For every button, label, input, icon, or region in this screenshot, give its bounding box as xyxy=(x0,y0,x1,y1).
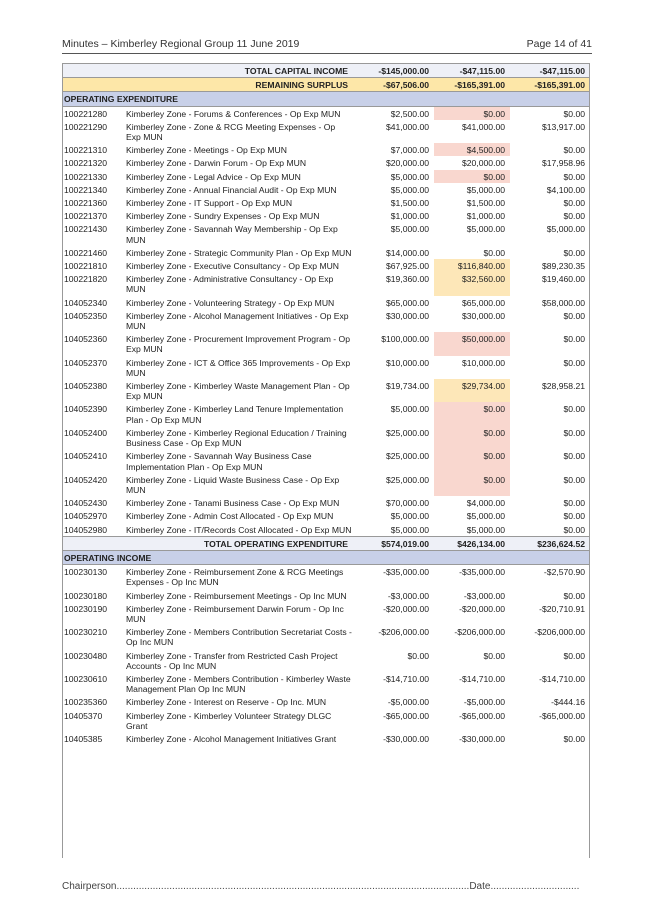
account-description: Kimberley Zone - Legal Advice - Op Exp MUN xyxy=(126,171,301,182)
budget-amount: $41,000.00 xyxy=(386,121,430,132)
total-operating-expenditure-budget: $574,019.00 xyxy=(354,536,434,550)
actual-amount: -$444.16 xyxy=(551,697,586,708)
account-description: Kimberley Zone - Sundry Expenses - Op Exp MUN xyxy=(126,211,320,222)
actual-amount: -$2,570.90 xyxy=(543,567,586,578)
budget-amount: $19,360.00 xyxy=(386,274,430,285)
account-code: 100221430 xyxy=(64,224,108,235)
budget-amount: $100,000.00 xyxy=(381,334,430,345)
actual-amount: $0.00 xyxy=(563,211,586,222)
actual-amount: $0.00 xyxy=(563,247,586,258)
table-row xyxy=(62,589,590,602)
total-operating-expenditure-revised: $426,134.00 xyxy=(434,536,510,550)
account-code: 100230130 xyxy=(64,567,108,578)
account-code: 100235360 xyxy=(64,697,108,708)
table-row xyxy=(62,379,590,402)
total-operating-expenditure-label: TOTAL OPERATING EXPENDITURE xyxy=(62,536,354,550)
actual-amount: $0.00 xyxy=(563,334,586,345)
revised-budget-amount: $65,000.00 xyxy=(462,297,506,308)
table-row xyxy=(62,183,590,196)
account-description: Kimberley Zone - Alcohol Management Initiatives - Op Exp MUN xyxy=(126,310,349,332)
revised-budget-amount: $29,734.00 xyxy=(434,379,510,402)
revised-budget-amount: -$5,000.00 xyxy=(463,697,506,708)
actual-amount: $0.00 xyxy=(563,310,586,321)
table-row xyxy=(62,170,590,183)
remaining-surplus-label: REMAINING SURPLUS xyxy=(62,78,354,92)
account-description: Kimberley Zone - Alcohol Management Initiatives Grant xyxy=(126,733,337,744)
account-code: 100221320 xyxy=(64,158,108,169)
account-description: Kimberley Zone - Reimbursement Meetings - Op Inc MUN xyxy=(126,590,347,601)
table-row xyxy=(62,402,590,425)
actual-amount: $0.00 xyxy=(563,511,586,522)
revised-budget-amount: $4,500.00 xyxy=(434,143,510,156)
account-description: Kimberley Zone - Darwin Forum - Op Exp MUN xyxy=(126,158,307,169)
table-row xyxy=(62,222,590,245)
actual-amount: -$206,000.00 xyxy=(534,627,586,638)
budget-amount: -$3,000.00 xyxy=(387,590,430,601)
account-description: Kimberley Zone - Admin Cost Allocated - Op Exp MUN xyxy=(126,511,334,522)
budget-amount: $30,000.00 xyxy=(386,310,430,321)
account-description: Kimberley Zone - Savannah Way Business Case Implementation Plan - Op Exp MUN xyxy=(126,451,312,472)
account-description: Kimberley Zone - Members Contribution Secretariat Costs - Op Inc MUN xyxy=(126,627,352,648)
table-row xyxy=(62,246,590,259)
account-code: 100221360 xyxy=(64,198,108,209)
actual-amount: -$65,000.00 xyxy=(539,710,586,721)
remaining-surplus-revised: -$165,391.00 xyxy=(434,78,510,92)
table-row xyxy=(62,332,590,355)
budget-amount: $25,000.00 xyxy=(386,474,430,485)
budget-amount: $1,000.00 xyxy=(390,211,430,222)
actual-amount: $0.00 xyxy=(563,108,586,119)
revised-budget-amount: $5,000.00 xyxy=(466,511,506,522)
revised-budget-amount: $32,560.00 xyxy=(434,272,510,295)
budget-amount: $1,500.00 xyxy=(390,198,430,209)
account-description: Kimberley Zone - ICT & Office 365 Improvements - Op Exp MUN xyxy=(126,357,351,378)
budget-amount: -$14,710.00 xyxy=(383,673,430,684)
total-capital-income-row xyxy=(62,64,590,78)
budget-amount: -$35,000.00 xyxy=(383,567,430,578)
account-code: 104052350 xyxy=(64,310,108,321)
table-row xyxy=(62,496,590,509)
revised-budget-amount: $1,500.00 xyxy=(466,198,506,209)
total-capital-income-label: TOTAL CAPITAL INCOME xyxy=(62,64,354,78)
signature-footer xyxy=(62,881,592,892)
actual-amount: $0.00 xyxy=(563,650,586,661)
account-code: 104052970 xyxy=(64,511,108,522)
actual-amount: $5,000.00 xyxy=(546,224,586,235)
actual-amount: $28,958.21 xyxy=(542,381,586,392)
budget-amount: $67,925.00 xyxy=(386,261,430,272)
operating-income-heading: OPERATING INCOME xyxy=(62,550,590,564)
revised-budget-amount: $0.00 xyxy=(483,247,506,258)
budget-amount: $5,000.00 xyxy=(390,524,430,535)
account-code: 104052380 xyxy=(64,381,108,392)
table-row xyxy=(62,120,590,143)
operating-expenditure-heading-row xyxy=(62,92,590,106)
actual-amount: $0.00 xyxy=(563,733,586,744)
revised-budget-amount: $50,000.00 xyxy=(434,332,510,355)
account-description: Kimberley Zone - Forums & Conferences - Op Exp MUN xyxy=(126,108,341,119)
budget-amount: $5,000.00 xyxy=(390,404,430,415)
revised-budget-amount: $0.00 xyxy=(434,473,510,496)
account-description: Kimberley Zone - Executive Consultancy - Op Exp MUN xyxy=(126,261,340,272)
page-header xyxy=(62,38,592,54)
total-capital-income-budget: -$145,000.00 xyxy=(354,64,434,78)
revised-budget-amount: $116,840.00 xyxy=(434,259,510,272)
revised-budget-amount: $30,000.00 xyxy=(462,310,506,321)
actual-amount: $0.00 xyxy=(563,171,586,182)
budget-amount: -$206,000.00 xyxy=(378,627,430,638)
operating-expenditure-heading: OPERATING EXPENDITURE xyxy=(62,92,590,106)
account-description: Kimberley Zone - Transfer from Restricted Cash Project Accounts - Op Inc MUN xyxy=(126,650,338,671)
actual-amount: $13,917.00 xyxy=(542,121,586,132)
revised-budget-amount: $1,000.00 xyxy=(466,211,506,222)
account-code: 104052420 xyxy=(64,474,108,485)
table-row xyxy=(62,649,590,672)
table-row xyxy=(62,625,590,648)
account-code: 100230210 xyxy=(64,627,108,638)
remaining-surplus-actual: -$165,391.00 xyxy=(510,78,590,92)
actual-amount: $58,000.00 xyxy=(542,297,586,308)
revised-budget-amount: -$30,000.00 xyxy=(459,733,506,744)
table-row xyxy=(62,732,590,745)
account-description: Kimberley Zone - IT/Records Cost Allocated - Op Exp MUN xyxy=(126,524,352,535)
account-description: Kimberley Zone - Meetings - Op Exp MUN xyxy=(126,145,287,156)
table-row xyxy=(62,309,590,332)
actual-amount: $0.00 xyxy=(563,427,586,438)
account-code: 100221460 xyxy=(64,247,108,258)
budget-amount: $5,000.00 xyxy=(390,171,430,182)
table-row xyxy=(62,449,590,472)
table-row xyxy=(62,143,590,156)
revised-budget-amount: -$14,710.00 xyxy=(459,673,506,684)
account-code: 100221340 xyxy=(64,184,108,195)
budget-amount: $5,000.00 xyxy=(390,184,430,195)
revised-budget-amount: $0.00 xyxy=(434,170,510,183)
actual-amount: $0.00 xyxy=(563,474,586,485)
account-code: 100230480 xyxy=(64,650,108,661)
table-row xyxy=(62,709,590,732)
budget-table xyxy=(62,63,590,745)
table-row xyxy=(62,356,590,379)
budget-amount: $25,000.00 xyxy=(386,451,430,462)
actual-amount: -$14,710.00 xyxy=(539,673,586,684)
table-row xyxy=(62,565,590,589)
table-row xyxy=(62,209,590,222)
total-operating-expenditure-row xyxy=(62,536,590,550)
account-code: 104052400 xyxy=(64,427,108,438)
account-description: Kimberley Zone - Liquid Waste Business Case - Op Exp MUN xyxy=(126,474,340,495)
table-row xyxy=(62,296,590,309)
actual-amount: $0.00 xyxy=(563,524,586,535)
account-description: Kimberley Zone - Kimberley Land Tenure Implementation Plan - Op Exp MUN xyxy=(126,404,344,425)
revised-budget-amount: $5,000.00 xyxy=(466,524,506,535)
revised-budget-amount: $10,000.00 xyxy=(462,357,506,368)
table-row xyxy=(62,426,590,449)
account-code: 100230610 xyxy=(64,673,108,684)
revised-budget-amount: $20,000.00 xyxy=(462,158,506,169)
account-code: 100230180 xyxy=(64,590,108,601)
account-description: Kimberley Zone - Interest on Reserve - Op Inc. MUN xyxy=(126,697,327,708)
budget-amount: $0.00 xyxy=(407,650,430,661)
budget-amount: $65,000.00 xyxy=(386,297,430,308)
account-description: Kimberley Zone - Annual Financial Audit - Op Exp MUN xyxy=(126,184,337,195)
account-code: 104052390 xyxy=(64,404,108,415)
revised-budget-amount: $0.00 xyxy=(434,426,510,449)
table-row xyxy=(62,196,590,209)
account-code: 100221280 xyxy=(64,108,108,119)
account-code: 104052360 xyxy=(64,334,108,345)
revised-budget-amount: -$3,000.00 xyxy=(463,590,506,601)
remaining-surplus-budget: -$67,506.00 xyxy=(354,78,434,92)
account-description: Kimberley Zone - Kimberley Volunteer Strategy DLGC Grant xyxy=(126,710,332,731)
account-description: Kimberley Zone - Tanami Business Case - Op Exp MUN xyxy=(126,498,340,509)
account-description: Kimberley Zone - Volunteering Strategy - Op Exp MUN xyxy=(126,297,335,308)
budget-amount: -$20,000.00 xyxy=(383,603,430,614)
table-row xyxy=(62,602,590,625)
budget-amount: $20,000.00 xyxy=(386,158,430,169)
table-row xyxy=(62,106,590,120)
revised-budget-amount: $41,000.00 xyxy=(462,121,506,132)
actual-amount: $19,460.00 xyxy=(542,274,586,285)
revised-budget-amount: $0.00 xyxy=(434,402,510,425)
table-row xyxy=(62,272,590,295)
revised-budget-amount: $0.00 xyxy=(483,650,506,661)
account-code: 10405385 xyxy=(64,733,103,744)
table-row xyxy=(62,156,590,169)
revised-budget-amount: -$206,000.00 xyxy=(454,627,506,638)
budget-amount: $5,000.00 xyxy=(390,511,430,522)
account-code: 104052340 xyxy=(64,297,108,308)
table-row xyxy=(62,672,590,695)
revised-budget-amount: -$20,000.00 xyxy=(459,603,506,614)
remaining-surplus-row xyxy=(62,78,590,92)
document-title: Minutes – Kimberley Regional Group 11 June 2019 xyxy=(62,38,300,50)
account-description: Kimberley Zone - Members Contribution - Kimberley Waste Management Plan Op Inc MUN xyxy=(126,673,351,695)
revised-budget-amount: -$65,000.00 xyxy=(459,710,506,721)
total-operating-expenditure-actual: $236,624.52 xyxy=(510,536,590,550)
budget-table-body xyxy=(62,64,590,746)
account-description: Kimberley Zone - Administrative Consultancy - Op Exp MUN xyxy=(126,274,334,295)
account-description: Kimberley Zone - Savannah Way Membership - Op Exp MUN xyxy=(126,224,338,245)
budget-amount: -$30,000.00 xyxy=(383,733,430,744)
actual-amount: $89,230.35 xyxy=(542,261,586,272)
account-code: 100221820 xyxy=(64,274,108,285)
account-description: Kimberley Zone - IT Support - Op Exp MUN xyxy=(126,198,293,209)
account-description: Kimberley Zone - Strategic Community Plan - Op Exp MUN xyxy=(126,247,352,258)
total-capital-income-actual: -$47,115.00 xyxy=(510,64,590,78)
account-description: Kimberley Zone - Reimbursement Darwin Forum - Op Inc MUN xyxy=(126,603,344,624)
account-code: 104052370 xyxy=(64,357,108,368)
revised-budget-amount: $0.00 xyxy=(434,449,510,472)
actual-amount: $0.00 xyxy=(563,357,586,368)
actual-amount: $0.00 xyxy=(563,590,586,601)
date-signature-line: Date................................ xyxy=(469,881,580,892)
actual-amount: $4,100.00 xyxy=(546,184,586,195)
account-code: 10405370 xyxy=(64,710,103,721)
actual-amount: $0.00 xyxy=(563,451,586,462)
budget-amount: -$5,000.00 xyxy=(387,697,430,708)
table-row xyxy=(62,473,590,496)
page-number: Page 14 of 41 xyxy=(526,38,592,50)
budget-amount: $10,000.00 xyxy=(386,357,430,368)
actual-amount: -$20,710.91 xyxy=(539,603,586,614)
revised-budget-amount: -$35,000.00 xyxy=(459,567,506,578)
budget-amount: $5,000.00 xyxy=(390,224,430,235)
budget-amount: $7,000.00 xyxy=(390,145,430,156)
chairperson-signature-line: Chairperson............................................................................................................................... xyxy=(62,881,470,892)
actual-amount: $0.00 xyxy=(563,198,586,209)
account-code: 104052430 xyxy=(64,498,108,509)
account-description: Kimberley Zone - Reimbursement Zone & RCG Meetings Expenses - Op Inc MUN xyxy=(126,567,344,588)
account-code: 104052980 xyxy=(64,524,108,535)
revised-budget-amount: $5,000.00 xyxy=(466,224,506,235)
actual-amount: $0.00 xyxy=(563,404,586,415)
actual-amount: $0.00 xyxy=(563,498,586,509)
account-code: 100221310 xyxy=(64,145,108,156)
account-code: 100221810 xyxy=(64,261,108,272)
actual-amount: $17,958.96 xyxy=(542,158,586,169)
revised-budget-amount: $0.00 xyxy=(434,106,510,120)
account-description: Kimberley Zone - Zone & RCG Meeting Expenses - Op Exp MUN xyxy=(126,121,336,143)
account-description: Kimberley Zone - Kimberley Waste Management Plan - Op Exp MUN xyxy=(126,381,350,402)
account-code: 100221290 xyxy=(64,121,108,132)
budget-amount: $2,500.00 xyxy=(390,108,430,119)
budget-amount: $19,734.00 xyxy=(386,381,430,392)
budget-amount: $14,000.00 xyxy=(386,247,430,258)
actual-amount: $0.00 xyxy=(563,145,586,156)
total-capital-income-revised: -$47,115.00 xyxy=(434,64,510,78)
table-row xyxy=(62,259,590,272)
operating-income-heading-row xyxy=(62,550,590,564)
revised-budget-amount: $5,000.00 xyxy=(466,184,506,195)
table-row xyxy=(62,509,590,522)
account-code: 100221370 xyxy=(64,211,108,222)
account-code: 100230190 xyxy=(64,603,108,614)
revised-budget-amount: $4,000.00 xyxy=(466,498,506,509)
account-description: Kimberley Zone - Procurement Improvement Program - Op Exp MUN xyxy=(126,334,350,355)
account-code: 104052410 xyxy=(64,451,108,462)
account-description: Kimberley Zone - Kimberley Regional Education / Training Business Case - Op Exp MUN xyxy=(126,427,347,449)
account-code: 100221330 xyxy=(64,171,108,182)
budget-amount: -$65,000.00 xyxy=(383,710,430,721)
table-row xyxy=(62,695,590,708)
table-row xyxy=(62,523,590,537)
budget-amount: $70,000.00 xyxy=(386,498,430,509)
budget-amount: $25,000.00 xyxy=(386,427,430,438)
